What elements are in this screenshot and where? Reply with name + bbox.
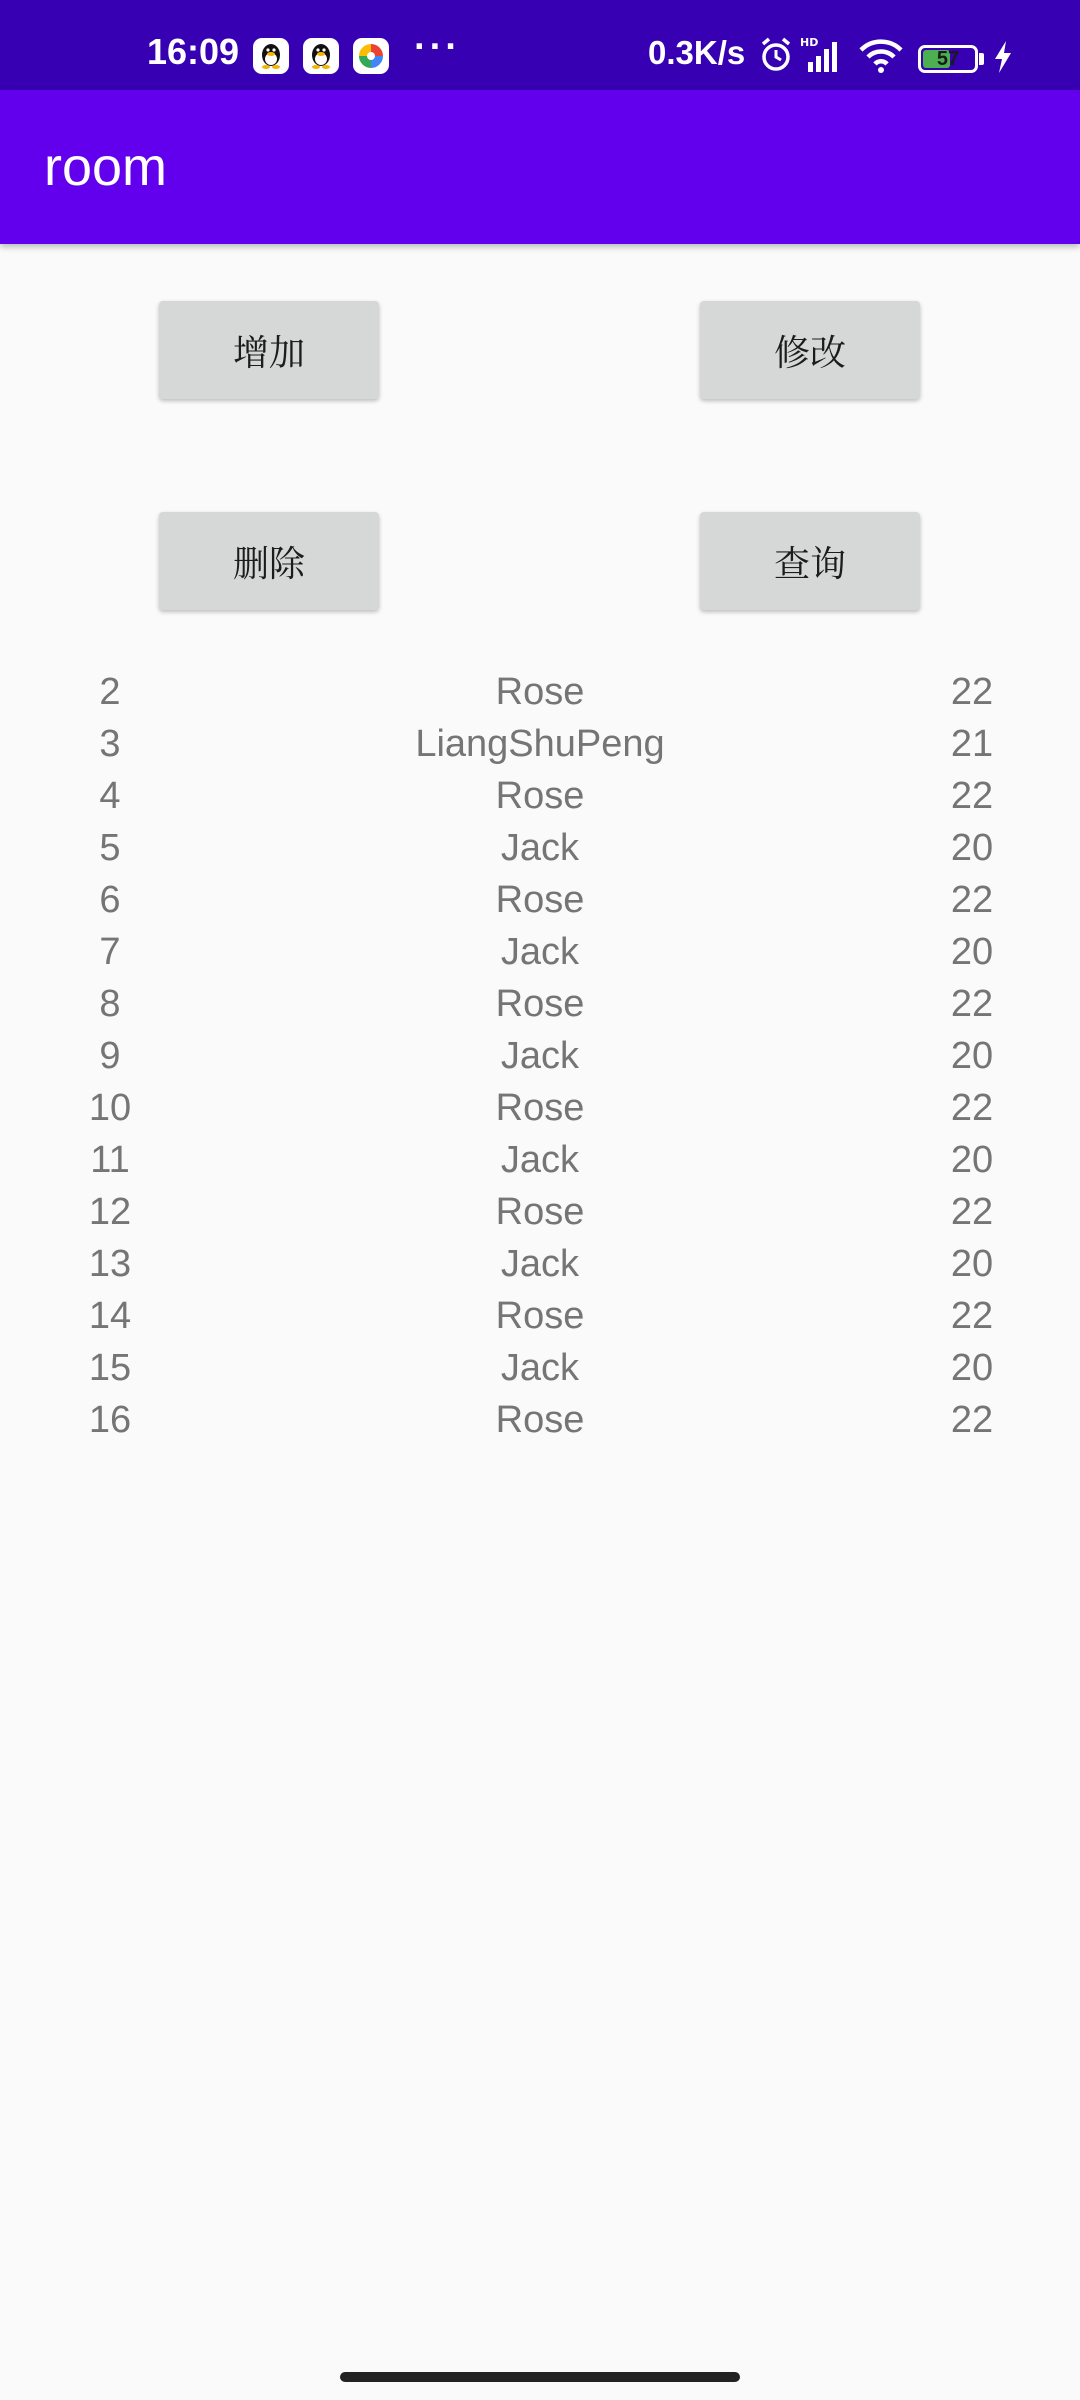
alarm-icon — [759, 36, 793, 79]
record-id: 2 — [99, 671, 121, 713]
delete-button[interactable]: 删除 — [159, 512, 379, 610]
record-id: 14 — [88, 1295, 132, 1337]
add-button[interactable]: 增加 — [159, 301, 379, 399]
charging-icon — [992, 40, 1014, 79]
query-button[interactable]: 查询 — [700, 512, 920, 610]
record-id: 3 — [99, 723, 121, 765]
record-name: Jack — [500, 1243, 580, 1285]
record-id: 6 — [99, 879, 121, 921]
record-name: Jack — [500, 1035, 580, 1077]
record-age: 20 — [950, 1243, 994, 1285]
record-age: 20 — [950, 931, 994, 973]
app-bar — [0, 90, 1080, 244]
battery-level: 57 — [936, 48, 960, 70]
record-id: 11 — [90, 1139, 130, 1181]
record-name: Rose — [495, 1399, 585, 1441]
record-id: 12 — [88, 1191, 132, 1233]
record-id: 13 — [88, 1243, 132, 1285]
record-name: Rose — [495, 983, 585, 1025]
qq-icon — [303, 38, 339, 74]
record-age: 20 — [950, 1035, 994, 1077]
svg-text:HD: HD — [800, 36, 819, 49]
list-item — [0, 1134, 1080, 1186]
list-item — [0, 1186, 1080, 1238]
records-list — [0, 666, 1080, 1446]
record-name: Jack — [500, 1347, 580, 1389]
list-item — [0, 1394, 1080, 1446]
status-bar — [0, 0, 1080, 90]
record-name: Jack — [500, 931, 580, 973]
more-notifications-icon: ··· — [414, 26, 461, 68]
list-item — [0, 926, 1080, 978]
battery-tip — [979, 53, 984, 65]
qq-icon — [253, 38, 289, 74]
record-id: 15 — [88, 1347, 132, 1389]
record-id: 16 — [88, 1399, 132, 1441]
record-age: 20 — [950, 1139, 994, 1181]
record-name: Jack — [500, 827, 580, 869]
photos-app-icon — [353, 38, 389, 74]
list-item — [0, 770, 1080, 822]
record-name: Rose — [495, 1295, 585, 1337]
app-title: room — [44, 137, 168, 197]
battery-icon — [918, 45, 978, 73]
record-name: Rose — [495, 1191, 585, 1233]
record-age: 22 — [950, 671, 994, 713]
list-item — [0, 1342, 1080, 1394]
list-item — [0, 874, 1080, 926]
record-age: 22 — [950, 1399, 994, 1441]
record-id: 5 — [99, 827, 121, 869]
record-id: 8 — [99, 983, 121, 1025]
list-item — [0, 1238, 1080, 1290]
record-name: Rose — [495, 775, 585, 817]
wifi-icon — [858, 36, 904, 79]
list-item — [0, 822, 1080, 874]
record-age: 22 — [950, 879, 994, 921]
record-name: Jack — [500, 1139, 580, 1181]
hd-signal-icon — [800, 36, 846, 79]
record-age: 22 — [950, 1295, 994, 1337]
network-speed: 0.3K/s — [648, 34, 746, 71]
status-time: 16:09 — [147, 31, 240, 72]
record-id: 4 — [99, 775, 121, 817]
record-name: Rose — [495, 671, 585, 713]
update-button[interactable]: 修改 — [700, 301, 920, 399]
record-name: Rose — [495, 1087, 585, 1129]
record-age: 22 — [950, 983, 994, 1025]
record-id: 7 — [99, 931, 121, 973]
record-age: 20 — [950, 827, 994, 869]
list-item — [0, 1082, 1080, 1134]
record-age: 21 — [950, 723, 994, 765]
record-name: LiangShuPeng — [415, 723, 665, 765]
list-item — [0, 1030, 1080, 1082]
record-id: 9 — [99, 1035, 121, 1077]
list-item — [0, 666, 1080, 718]
list-item — [0, 978, 1080, 1030]
list-item — [0, 718, 1080, 770]
record-age: 20 — [950, 1347, 994, 1389]
list-item — [0, 1290, 1080, 1342]
record-id: 10 — [88, 1087, 132, 1129]
record-age: 22 — [950, 775, 994, 817]
record-age: 22 — [950, 1191, 994, 1233]
home-indicator[interactable] — [340, 2372, 740, 2382]
record-age: 22 — [950, 1087, 994, 1129]
record-name: Rose — [495, 879, 585, 921]
